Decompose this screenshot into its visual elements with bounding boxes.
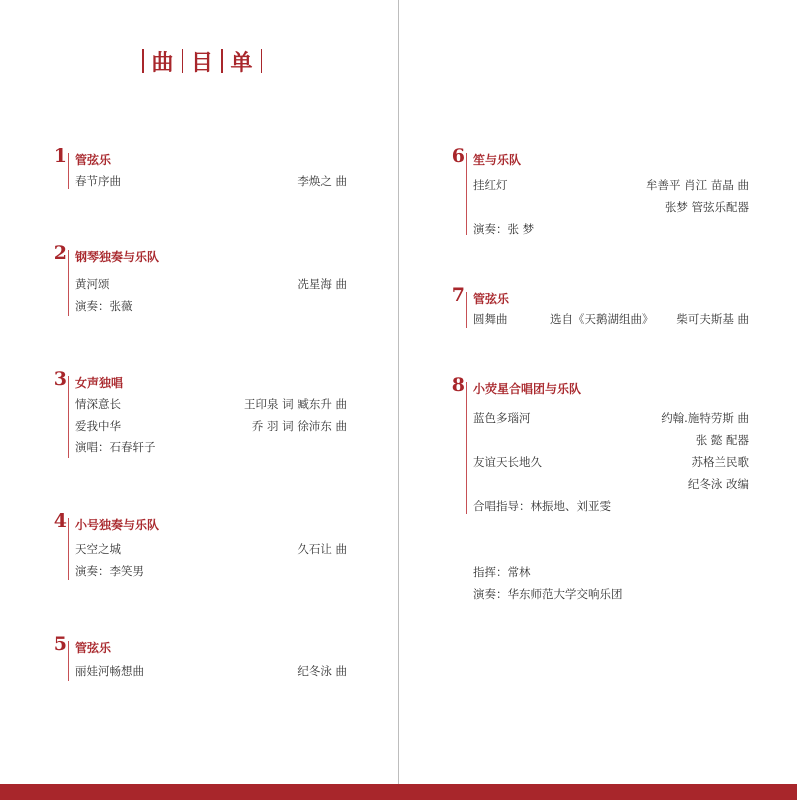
piece-title: 天空之城 — [75, 542, 121, 556]
item-rule — [466, 153, 467, 235]
piece-title: 圆舞曲 — [473, 312, 508, 326]
piece-source: 选自《天鹅湖组曲》 — [550, 312, 654, 326]
piece-title: 友谊天长地久 — [473, 455, 542, 469]
piece-credit: 久石让 曲 — [297, 542, 347, 556]
piece-credit: 纪冬泳 改编 — [687, 477, 749, 491]
piece-credit: 乔 羽 词 徐沛东 曲 — [251, 419, 347, 433]
performer-text: 演奏：张 梦 — [473, 222, 535, 236]
piece-credit: 牟善平 肖江 苗晶 曲 — [646, 178, 749, 192]
bottom-bar — [0, 784, 797, 800]
performer-text: 演唱：石春轩子 — [75, 440, 156, 454]
program-item — [53, 242, 347, 318]
item-rule — [68, 250, 69, 316]
piece-credit: 纪冬泳 曲 — [297, 664, 347, 678]
conductor-credit: 指挥：常林 — [473, 565, 531, 579]
item-number: 2 — [53, 242, 67, 264]
program-row — [75, 276, 347, 292]
program-row — [473, 476, 749, 492]
piece-credit: 李焕之 曲 — [297, 174, 347, 188]
item-number: 3 — [53, 368, 67, 390]
program-item — [451, 145, 749, 237]
program-row — [75, 418, 347, 434]
program-row — [473, 199, 749, 215]
item-rule — [68, 376, 69, 458]
piece-title: 情深意长 — [75, 397, 121, 411]
program-row — [75, 663, 347, 679]
title-char: 曲 — [151, 49, 174, 76]
item-rule — [68, 518, 69, 580]
performer-row — [473, 498, 749, 514]
item-category: 女声独唱 — [75, 376, 124, 390]
piece-credit: 张 懿 配器 — [695, 433, 749, 447]
center-fold — [398, 0, 399, 784]
program-row — [473, 454, 749, 470]
program-row — [473, 311, 749, 327]
piece-credit: 苏格兰民歌 — [691, 455, 749, 469]
item-rule — [466, 292, 467, 328]
item-number: 6 — [451, 145, 465, 167]
item-category: 管弦乐 — [75, 153, 112, 167]
performer-row — [75, 563, 347, 579]
program-item — [53, 145, 347, 191]
piece-title: 春节序曲 — [75, 174, 121, 188]
item-rule — [68, 153, 69, 189]
piece-title: 挂红灯 — [473, 178, 508, 192]
item-category: 小号独奏与乐队 — [75, 518, 160, 532]
performer-row — [473, 221, 749, 237]
piece-credit: 柴可夫斯基 曲 — [676, 312, 749, 326]
title-divider — [261, 49, 263, 73]
piece-title: 蓝色多瑙河 — [473, 411, 531, 425]
program-row — [473, 432, 749, 448]
piece-credit: 约翰.施特劳斯 曲 — [661, 411, 749, 425]
performer-row — [75, 439, 347, 455]
program-item — [53, 633, 347, 683]
piece-credit: 张梦 管弦乐配器 — [664, 200, 749, 214]
orchestra-credit: 演奏：华东师范大学交响乐团 — [473, 587, 623, 601]
title-char: 目 — [190, 49, 213, 76]
item-category: 管弦乐 — [473, 292, 510, 306]
item-category: 管弦乐 — [75, 641, 112, 655]
item-category: 小荧星合唱团与乐队 — [473, 382, 582, 396]
program-item — [53, 510, 347, 582]
piece-credit: 冼星海 曲 — [297, 277, 347, 291]
program-row — [75, 541, 347, 557]
program-item — [451, 284, 749, 330]
item-number: 5 — [53, 633, 67, 655]
program-row — [473, 410, 749, 426]
item-number: 4 — [53, 510, 67, 532]
performer-text: 合唱指导：林振地、刘亚雯 — [473, 499, 611, 513]
item-rule — [466, 382, 467, 514]
program-item — [53, 368, 347, 460]
item-number: 1 — [53, 145, 67, 167]
title-char: 单 — [230, 49, 253, 76]
piece-title: 黄河颂 — [75, 277, 110, 291]
item-rule — [68, 641, 69, 681]
program-row — [75, 396, 347, 412]
performer-row — [75, 298, 347, 314]
program-item — [451, 374, 749, 516]
item-number: 8 — [451, 374, 465, 396]
piece-credit: 王印泉 词 臧东升 曲 — [244, 397, 347, 411]
performer-text: 演奏：李笑男 — [75, 564, 144, 578]
piece-title: 爱我中华 — [75, 419, 121, 433]
item-number: 7 — [451, 284, 465, 306]
performer-text: 演奏：张薇 — [75, 299, 133, 313]
page-title — [136, 46, 268, 76]
item-category: 笙与乐队 — [473, 153, 522, 167]
piece-title: 丽娃河畅想曲 — [75, 664, 144, 678]
program-row — [473, 177, 749, 193]
item-category: 钢琴独奏与乐队 — [75, 250, 160, 264]
program-row — [75, 173, 347, 189]
